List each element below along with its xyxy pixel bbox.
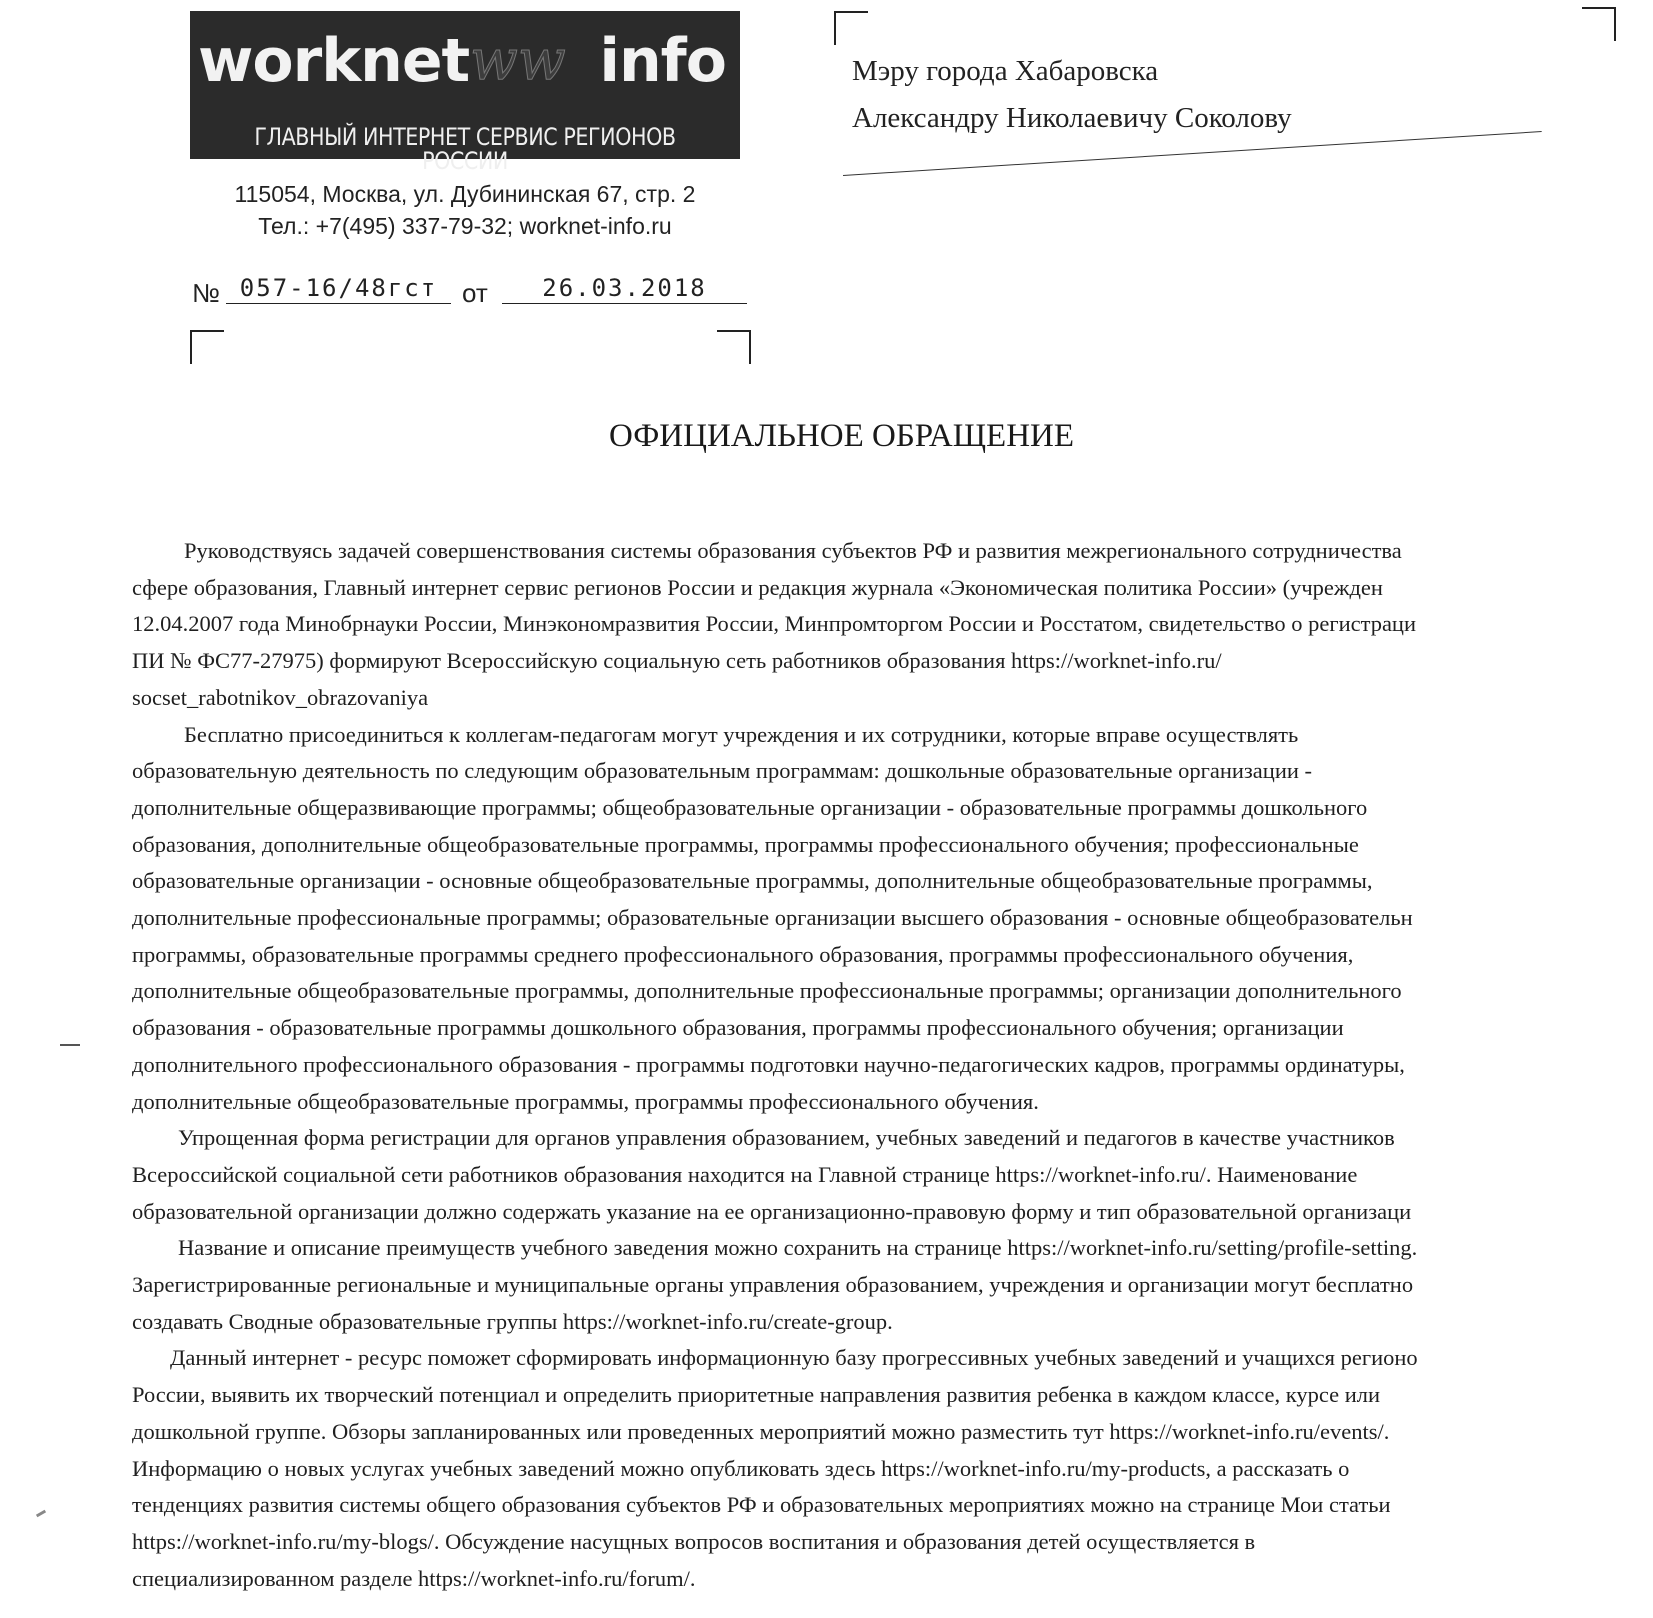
addressee-line-1: Мэру города Хабаровска (852, 55, 1159, 87)
body-line: Данный интернет - ресурс поможет сформировать информационную базу прогрессивных учебных заведений и учащихся регионо (170, 1345, 1418, 1371)
left-block-corner-tl (190, 330, 224, 364)
document-reference (190, 270, 750, 310)
body-line: 12.04.2007 года Минобрнауки России, Минэкономразвития России, Минпромторгом России и Росстатом, свидетельство о регистраци (132, 611, 1417, 637)
document-number: 057-16/48гст (226, 273, 451, 304)
address-corner-tl (834, 11, 868, 45)
scan-artifact (36, 1510, 46, 1518)
body-line: дополнительные профессиональные программы; образовательные организации высшего образования - основные общеобразовательн (132, 905, 1413, 931)
body-line: сфере образования, Главный интернет сервис регионов России и редакция журнала «Экономическая политика России» (учрежден (132, 574, 1383, 600)
body-line: socset_rabotnikov_obrazovaniya (132, 684, 429, 710)
sender-contacts: Тел.: +7(495) 337-79-32; worknet-info.ru (258, 213, 672, 239)
logo-tagline: ГЛАВНЫЙ ИНТЕРНЕТ СЕРВИС РЕГИОНОВ РОССИИ (254, 123, 676, 175)
body-line: тенденциях развития системы общего образования субъектов РФ и образовательных мероприятиях можно на странице Мои статьи (132, 1492, 1391, 1518)
document-title: ОФИЦИАЛЬНОЕ ОБРАЩЕНИЕ (608, 418, 1075, 454)
worknet-info-logo (190, 11, 740, 175)
body-line: специализированном разделе https://worknet-info.ru/forum/. (132, 1565, 696, 1591)
body-line: дополнительные общеобразовательные программы, дополнительные профессиональные программы; организации дополнительного (132, 978, 1402, 1004)
sender-details (190, 178, 740, 242)
body-line: России, выявить их творческий потенциал и определить приоритетные направления развития ребенка в каждом классе, курсе или (132, 1382, 1381, 1408)
address-corner-tr (1582, 7, 1616, 41)
addressee-line-2: Александру Николаевичу Соколову (852, 102, 1292, 134)
body-line: создавать Сводные образовательные группы https://worknet-info.ru/create-group. (132, 1308, 893, 1334)
body-line: https://worknet-info.ru/my-blogs/. Обсуждение насущных вопросов воспитания и образования детей осуществляется в (132, 1528, 1256, 1554)
logo-word-left: worknet (198, 26, 470, 96)
body-line: Всероссийской социальной сети работников образования находится на Главной странице https://worknet-info.ru/. Наименование (132, 1161, 1358, 1187)
body-line: образования - образовательные программы дошкольного образования, программы профессионального обучения; организации (132, 1015, 1344, 1041)
body-line: Информацию о новых услугах учебных заведений можно опубликовать здесь https://worknet-info.ru/my-products, а рассказать о (132, 1455, 1350, 1481)
logo-script-mark: ww (470, 28, 566, 93)
body-line: Бесплатно присоединиться к коллегам-педагогам могут учреждения и их сотрудники, которые вправе осуществлять (184, 721, 1299, 747)
body-line: Название и описание преимуществ учебного заведения можно сохранить на странице https://worknet-info.ru/setting/profile-setting. (178, 1235, 1418, 1261)
scan-artifact (60, 1044, 80, 1046)
sender-address: 115054, Москва, ул. Дубининская 67, стр. 2 (234, 181, 696, 207)
body-line: образовательные организации - основные общеобразовательные программы, дополнительные общеобразовательные программы, (132, 868, 1373, 894)
body-line: Упрощенная форма регистрации для органов управления образованием, учебных заведений и педагогов в качестве участников (178, 1125, 1395, 1151)
number-label: № (192, 278, 220, 308)
body-line: дополнительного профессионального образования - программы подготовки научно-педагогических кадров, программы ординатуры, (132, 1051, 1405, 1077)
date-label: от (462, 278, 488, 308)
logo-word-right: info (599, 26, 726, 96)
letter-body (132, 533, 1653, 1597)
body-line: Зарегистрированные региональные и муниципальные органы управления образованием, учреждения и организации могут бесплатно (132, 1272, 1414, 1298)
body-line: образовательную деятельность по следующим образовательным программам: дошкольные образовательные организации - (132, 758, 1313, 784)
addressee (852, 48, 1292, 142)
left-block-corner-tr (717, 330, 751, 364)
body-line: образования, дополнительные общеобразовательные программы, программы профессионального обучения; профессиональные (132, 831, 1359, 857)
body-line: дополнительные общеразвивающие программы; общеобразовательные организации - образовательные программы дошкольного (132, 794, 1368, 820)
body-line: образовательной организации должно содержать указание на ее организационно-правовую форму и тип образовательной организаци (132, 1198, 1412, 1224)
body-line: дополнительные общеобразовательные программы, программы профессионального обучения. (132, 1088, 1039, 1114)
body-line: Руководствуясь задачей совершенствования системы образования субъектов РФ и развития межрегионального сотрудничества (184, 538, 1402, 563)
body-line: ПИ № ФС77-27975) формируют Всероссийскую социальную сеть работников образования https://worknet-info.ru/ (132, 648, 1222, 674)
document-date: 26.03.2018 (502, 273, 747, 304)
body-line: программы, образовательные программы среднего профессионального образования, программы профессионального обучения, (132, 941, 1354, 967)
body-line: дошкольной группе. Обзоры запланированных или проведенных мероприятий можно разместить тут https://worknet-info.ru/events/. (132, 1418, 1390, 1444)
